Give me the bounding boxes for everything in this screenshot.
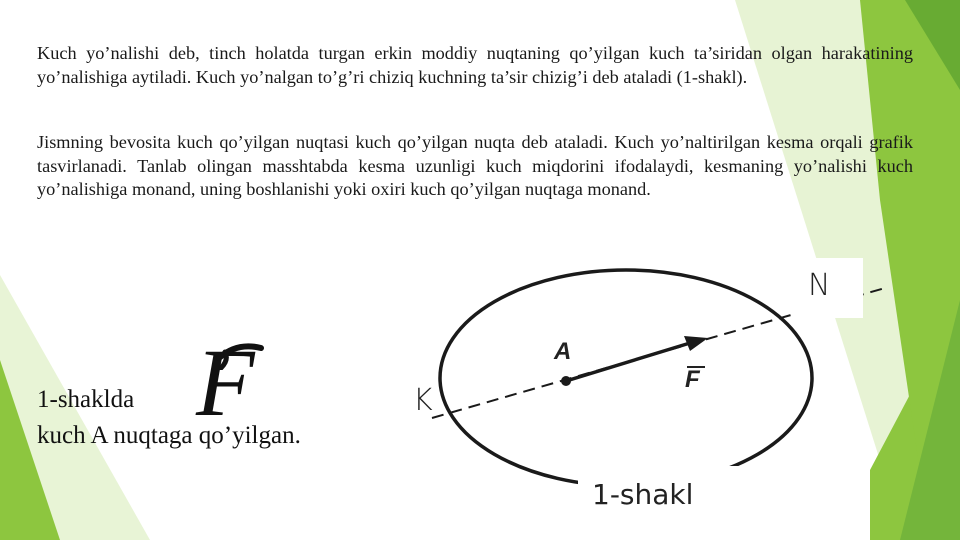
point-a-dot [561,376,571,386]
label-k: K [413,383,433,418]
label-a: A [554,338,572,365]
label-f: F [685,366,700,393]
label-n: N [808,268,831,303]
caption-line-1: 1-shaklda [37,386,135,413]
figure-caption: 1-shakl [592,478,694,511]
force-vector [566,343,690,381]
force-symbol: F [196,329,255,436]
force-arrowhead-icon [684,336,708,351]
body-ellipse [440,270,812,486]
paragraph-definition: Kuch yo’nalishi deb, tinch holatda turgan erkin moddiy nuqtaning qo’yilgan kuch ta’siridan olgan harakatining yo’nalishiga aytiladi. Kuch yo’nalgan to’g’ri chiziq kuchning ta’sir chizig’i deb ataladi (1-shakl). [37,43,913,87]
caption-line-2: kuch A nuqtaga qo’yilgan. [37,422,301,449]
paragraph-application-point: Jismning bevosita kuch qo’yilgan nuqtasi kuch qo’yilgan nuqta deb ataladi. Kuch yo’naltirilgan kesma orqali grafik tasvirlanadi. Tanlab olingan masshtabda kesma uzunligi kuch miqdorini ifodalaydi, kesmaning yo’nalishi kuch yo’nalishiga monand, uning boshlanishi yoki oxiri kuch qo’yilgan nuqtaga monand. [37,132,913,199]
